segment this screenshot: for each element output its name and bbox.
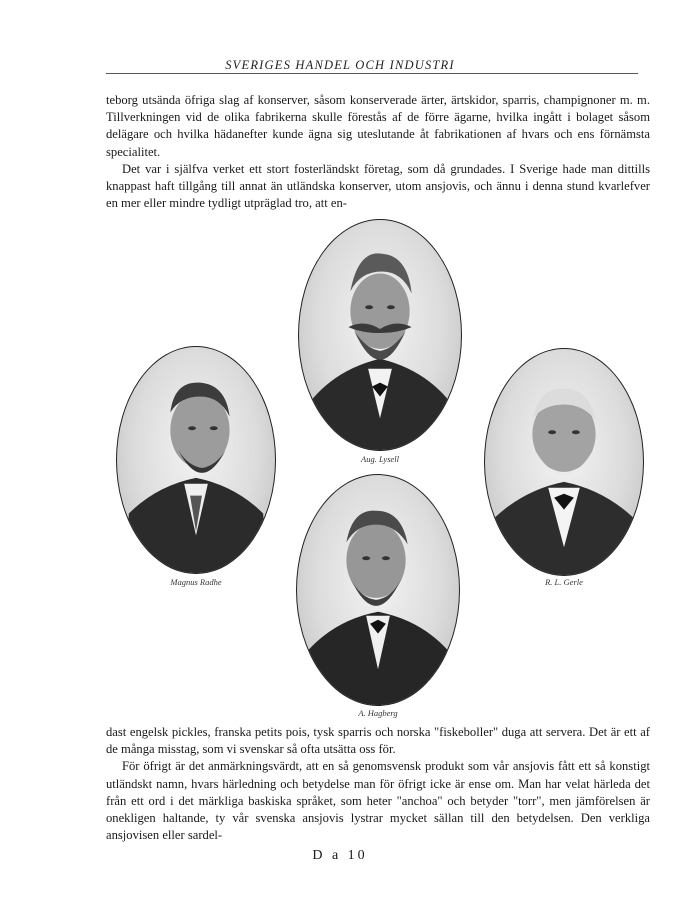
portrait-aug-lysell <box>298 219 462 451</box>
bottom-text-block <box>106 724 650 844</box>
page-folio: D a 10 <box>312 848 368 863</box>
paragraph: teborg utsända öfriga slag af konserver, såsom konserverade ärter, ärtskidor, sparris, champignoner m. m. Tillverkningen vid de olika fabrikerna skulle förestås af de förre ägarne, hvilka ingått i bolaget såsom delägare och hvilka hädanefter kunde ägna sig uteslutande åt fabrikationen af hvars och ens förnämsta specialitet. <box>106 93 650 159</box>
portrait-rl-gerle <box>484 348 644 576</box>
caption-magnus-radhe: Magnus Radhe <box>170 577 222 587</box>
portrait-illustration <box>297 475 459 705</box>
paragraph: För öfrigt är det anmärkningsvärdt, att en så genomsvensk produkt som vår ansjovis fått ett så konstigt utländskt namn, hvars härledning och betydelse man för öfrigt icke är ense om. Man har velat härleda det från ett ord i det märkliga baskiska språket, som heter "anchoa" och betyder "torr", men jämförelsen är onekligen haltande, ty vår svenska ansjovis lystrar mycket sällan till den betydelsen. Den verkliga ansjovisen eller sardel- <box>106 759 650 843</box>
caption-a-hagberg: A. Hagberg <box>358 708 398 718</box>
caption-aug-lysell: Aug. Lysell <box>361 454 399 464</box>
portrait-illustration <box>117 347 275 573</box>
paragraph: Det var i själfva verket ett stort fosterländskt företag, som då grundades. I Sverige hade man dittills knappast haft tillgång till annat än utländska konserver, utom ansjovis, och ännu i denna stund kvarlefver en mer eller mindre tydligt utpräglad tro, att en- <box>106 161 650 211</box>
header-rule <box>106 73 638 74</box>
portrait-illustration <box>299 220 461 450</box>
caption-rl-gerle: R. L. Gerle <box>545 577 583 587</box>
paragraph: dast engelsk pickles, franska petits pois, tysk sparris och norska "fiskeboller" duga att servera. Det är ett af de många misstag, som vi svenskar så ofta utsätta oss för. <box>106 725 650 757</box>
portrait-a-hagberg <box>296 474 460 706</box>
running-title: SVERIGES HANDEL OCH INDUSTRI <box>225 58 455 72</box>
portrait-illustration <box>485 349 643 575</box>
top-text-block <box>106 92 650 212</box>
portrait-magnus-radhe <box>116 346 276 574</box>
